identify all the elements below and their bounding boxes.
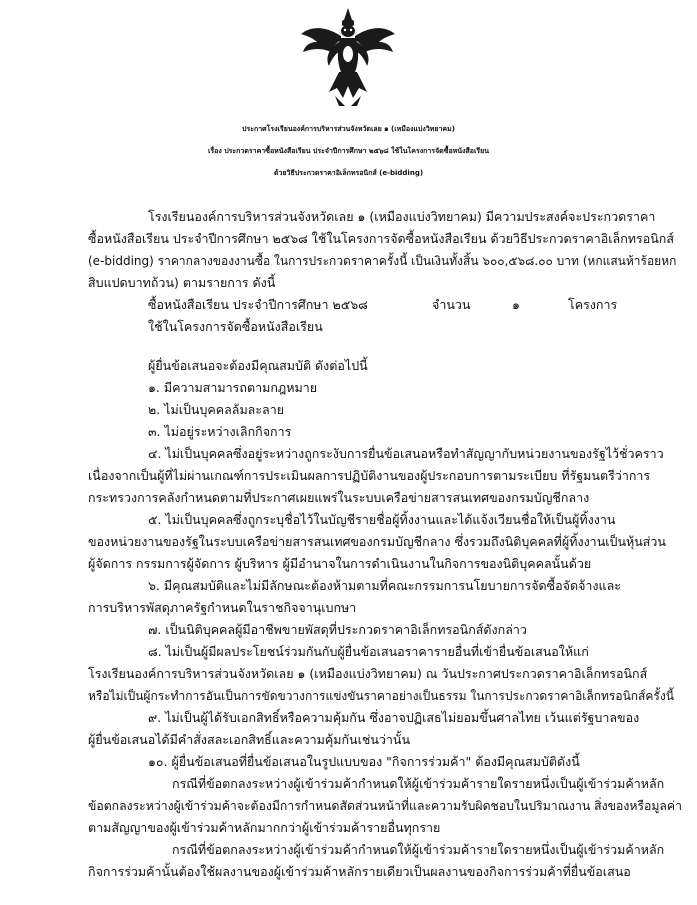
qualification-line-22: กรณีที่ข้อตกลงระหว่างผู้เข้าร่วมค้ากำหนดให้ผู้เข้าร่วมค้ารายใดรายหนึ่งเป็นผู้เข้าร่วมค้าหลัก	[172, 842, 665, 857]
item-unit: โครงการ	[568, 297, 618, 312]
intro-line-3: (e-bidding) ราคากลางของงานซื้อ ในการประกวดราคาครั้งนี้ เป็นเงินทั้งสิ้น ๖๐๐,๕๖๘.๐๐ บาท (หกแสนห้าร้อยหก	[88, 254, 677, 268]
qualification-line-17: ผู้ยื่นข้อเสนอได้มีคำสั่งสละเอกสิทธิ์และความคุ้มกันเช่นว่านั้น	[88, 732, 411, 747]
qualification-line-4: ๔. ไม่เป็นบุคคลซึ่งอยู่ระหว่างถูกระงับการยื่นข้อเสนอหรือทำสัญญากับหน่วยงานของรัฐไว้ชั่วคราว	[148, 446, 664, 461]
qualification-line-1: ๑. มีความสามารถตามกฎหมาย	[148, 380, 318, 395]
qualification-line-6: กระทรวงการคลังกำหนดตามที่ประกาศเผยแพร่ในระบบเครือข่ายสารสนเทศของกรมบัญชีกลาง	[88, 490, 590, 505]
qualification-line-9: ผู้จัดการ กรรมการผู้จัดการ ผู้บริหาร ผู้มีอำนาจในการดำเนินงานในกิจการของนิติบุคคลนั้นด้วย	[88, 556, 592, 571]
intro-line-4: สิบแปดบาทถ้วน) ตามรายการ ดังนี้	[88, 275, 276, 290]
qualification-line-14: โรงเรียนองค์การบริหารส่วนจังหวัดเลย ๑ (เหมืองแบ่งวิทยาคม) ณ วันประกาศประกวดราคาอิเล็กทรอนิกส์	[88, 666, 648, 681]
qualifications-heading: ผู้ยื่นข้อเสนอจะต้องมีคุณสมบัติ ดังต่อไปนี้	[148, 358, 368, 373]
intro-line-2: ซื้อหนังสือเรียน ประจำปีการศึกษา ๒๕๖๘ ใช้ในโครงการจัดซื้อหนังสือเรียน ด้วยวิธีประกวดราคาอิเล็กทรอนิกส์	[88, 231, 674, 246]
qualification-line-18: ๑๐. ผู้ยื่นข้อเสนอที่ยื่นข้อเสนอในรูปแบบของ "กิจการร่วมค้า" ต้องมีคุณสมบัติดังนี้	[148, 754, 580, 769]
qualification-line-19: กรณีที่ข้อตกลงระหว่างผู้เข้าร่วมค้ากำหนดให้ผู้เข้าร่วมค้ารายใดรายหนึ่งเป็นผู้เข้าร่วมค้าหลัก	[172, 776, 665, 791]
qualification-line-12: ๗. เป็นนิติบุคคลผู้มีอาชีพขายพัสดุที่ประกวดราคาอิเล็กทรอนิกส์ดังกล่าว	[148, 622, 527, 637]
qualification-line-10: ๖. มีคุณสมบัติและไม่มีลักษณะต้องห้ามตามที่คณะกรรมการนโยบายการจัดซื้อจัดจ้างและ	[148, 578, 621, 593]
item-sub: ใช้ในโครงการจัดซื้อหนังสือเรียน	[148, 319, 323, 334]
qualification-line-21: ตามสัญญาของผู้เข้าร่วมค้าหลักมากกว่าผู้เข้าร่วมค้ารายอื่นทุกราย	[88, 820, 441, 835]
qualification-line-23: กิจการร่วมค้านั้นต้องใช้ผลงานของผู้เข้าร่วมค้าหลักรายเดียวเป็นผลงานของกิจการร่วมค้าที่ยื่นข้อเสนอ	[88, 864, 631, 879]
qualification-line-20: ข้อตกลงระหว่างผู้เข้าร่วมค้าจะต้องมีการกำหนดสัดส่วนหน้าที่และความรับผิดชอบในปริมาณงาน สิ่งของหรือมูลค่า	[88, 799, 682, 813]
qualification-line-13: ๘. ไม่เป็นผู้มีผลประโยชน์ร่วมกันกับผู้ยื่นข้อเสนอราคารายอื่นที่เข้ายื่นข้อเสนอให้แก่	[148, 644, 589, 659]
qualification-line-5: เนื่องจากเป็นผู้ที่ไม่ผ่านเกณฑ์การประเมินผลการปฏิบัติงานของผู้ประกอบการตามระเบียบ ที่รัฐมนตรีว่าการ	[88, 468, 651, 483]
header-title-line1: ประกาศโรงเรียนองค์การบริหารส่วนจังหวัดเลย ๑ (เหมืองแบ่งวิทยาคม)	[242, 125, 455, 133]
qualification-line-16: ๙. ไม่เป็นผู้ได้รับเอกสิทธิ์หรือความคุ้มกัน ซึ่งอาจปฏิเสธไม่ยอมขึ้นศาลไทย เว้นแต่รัฐบาลของ	[148, 710, 640, 725]
item-qty: ๑	[512, 297, 520, 312]
intro-line-1: โรงเรียนองค์การบริหารส่วนจังหวัดเลย ๑ (เหมืองแบ่งวิทยาคม) มีความประสงค์จะประกวดราคา	[148, 209, 656, 224]
qualification-line-7: ๕. ไม่เป็นบุคคลซึ่งถูกระบุชื่อไว้ในบัญชีรายชื่อผู้ทิ้งงานและได้แจ้งเวียนชื่อให้เป็นผู้ทิ้งงาน	[148, 512, 616, 527]
garuda-emblem-icon	[299, 6, 397, 106]
qualification-line-2: ๒. ไม่เป็นบุคคลล้มละลาย	[148, 402, 285, 417]
qualification-line-3: ๓. ไม่อยู่ระหว่างเลิกกิจการ	[148, 424, 292, 439]
qualification-line-15: หรือไม่เป็นผู้กระทำการอันเป็นการขัดขวางการแข่งขันราคาอย่างเป็นธรรม ในการประกวดราคาอิเล็กทรอนิกส์ครั้งนี้	[88, 689, 674, 703]
header-title-line3: ด้วยวิธีประกวดราคาอิเล็กทรอนิกส์ (e-bidding)	[273, 169, 424, 177]
qualification-line-8: ของหน่วยงานของรัฐในระบบเครือข่ายสารสนเทศของกรมบัญชีกลาง ซึ่งรวมถึงนิติบุคคลที่ผู้ทิ้งงานเป็นหุ้นส่วน	[88, 534, 666, 549]
qualification-line-11: การบริหารพัสดุภาครัฐกำหนดในราชกิจจานุเบกษา	[88, 600, 357, 615]
item-name: ซื้อหนังสือเรียน ประจำปีการศึกษา ๒๕๖๘	[148, 297, 368, 312]
item-qty-label: จำนวน	[432, 297, 471, 312]
header-title-line2: เรื่อง ประกวดราคาซื้อหนังสือเรียน ประจำปีการศึกษา ๒๕๖๘ ใช้ในโครงการจัดซื้อหนังสือเรียน	[208, 147, 489, 155]
